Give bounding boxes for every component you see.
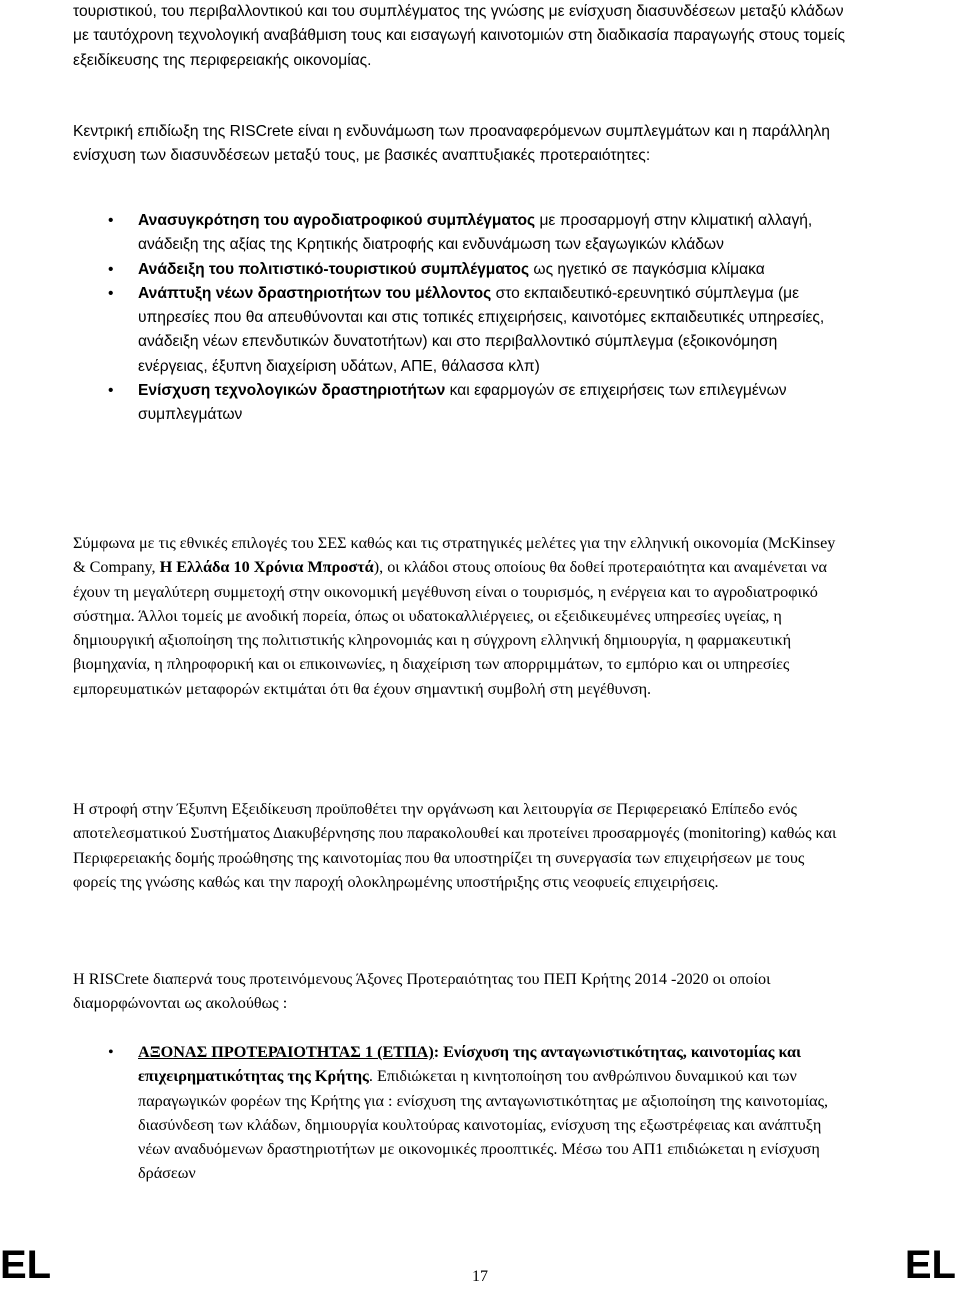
priorities-list: [108, 209, 848, 428]
axis-title: : Ενίσχυση της ανταγωνιστικότητας, καινοτομίας και επιχειρηματικότητας της Κρήτης: [138, 1043, 802, 1086]
national-paragraph: [73, 531, 848, 701]
priority-title: Ανάπτυξη νέων δραστηριοτήτων του μέλλοντος: [138, 284, 492, 302]
priority-text: ως ηγετικό σε παγκόσμια κλίμακα: [529, 260, 765, 278]
national-text-start: Σύμφωνα με τις εθνικές επιλογές του ΣΕΣ καθώς και τις στρατηγικές μελέτες για την ελληνική οικονομία (McKinsey & Company,: [73, 534, 836, 577]
priority-text: με προσαρμογή στην κλιματική αλλαγή, ανάδειξη της αξίας της Κρητικής διατροφής και ενδυνάμωση των εξαγωγικών κλάδων: [138, 212, 813, 254]
list-item: [108, 1040, 848, 1186]
axes-list: [108, 1040, 848, 1186]
priority-title: Ανάδειξη του πολιτιστικό-τουριστικού συμπλέγματος: [138, 260, 530, 278]
priority-text: και εφαρμογών σε επιχειρήσεις των επιλεγμένων συμπλεγμάτων: [138, 382, 787, 424]
page-number: 17: [472, 1268, 488, 1285]
list-item: [108, 379, 848, 428]
priority-title: Ανασυγκρότηση του αγροδιατροφικού συμπλέγματος: [138, 212, 536, 229]
axis-description: . Επιδιώκεται η κινητοποίηση του ανθρώπινου δυναμικού και των παραγωγικών φορέων της Κρήτης για : ενίσχυση της ανταγωνιστικότητας με αξιοποίηση της καινοτομίας, διασύνδεση των κλάδων, δημιουργία κουλτούρας καινοτομίας, ενίσχυση της εξωστρέφειας και ανάπτυξη νέων αναδυόμενων δραστηριοτήτων με οικονομικές προοπτικές. Μέσω του ΑΠ1 επιδιώκεται η ενίσχυση δράσεων: [138, 1067, 829, 1183]
national-text-end: ), οι κλάδοι στους οποίους θα δοθεί προτεραιότητα και αναμένεται να έχουν τη μεγαλύτερη συμμετοχή στην οικονομική μεγέθυνση είναι ο τουρισμός, η ενέργεια και το αγροδιατροφικό σύστημα. Άλλοι τομείς με ανοδική πορεία, όπως οι υδατοκαλλιέργειες, οι εξειδικευμένες υπηρεσίες υγείας, η δημιουργική αξιοποίηση της πολιτιστικής κληρονομιάς και η σύγχρονη ελληνική δημιουργία, η φαρμακευτική βιομηχανία, η πληροφορική και οι επικοινωνίες, η διαχείριση των απορριμμάτων, το εμπόριο και οι υπηρεσίες εμπορευματικών μεταφορών εκτιμάται ότι θα έχουν σημαντική συμβολή στη μεγέθυνση.: [73, 558, 827, 698]
list-item: [108, 258, 848, 282]
priority-text: στο εκπαιδευτικό-ερευνητικό σύμπλεγμα (με υπηρεσίες που θα απευθύνονται και στις τοπικές επιχειρήσεις, καινοτόμες εκπαιδευτικές υπηρεσίες, ανάδειξη νέων επενδυτικών δυνατοτήτων) και στο περιβαλλοντικό σύμπλεγμα (εξοικονόμηση ενέργειας, έξυπνη διαχείριση υδάτων, ΑΠΕ, θάλασσα κλπ): [138, 284, 825, 375]
axis-heading: ΑΞΟΝΑΣ ΠΡΟΤΕΡΑΙΟΤΗΤΑΣ 1 (ΕΤΠΑ): [138, 1043, 434, 1061]
list-item: [108, 209, 848, 258]
priority-title: Ενίσχυση τεχνολογικών δραστηριοτήτων: [138, 382, 446, 400]
language-label-right: EL: [904, 1243, 956, 1287]
intro-paragraph: τουριστικού, του περιβαλλοντικού και του συμπλέγματος της γνώσης με ενίσχυση διασυνδέσεων μεταξύ κλάδων με ταυτόχρονη τεχνολογική αναβάθμιση τους και εισαγωγή καινοτομιών στη διαδικασία παραγωγής στους τομείς εξειδίκευσης της περιφερειακής οικονομίας.: [73, 3, 845, 69]
language-label-left: EL: [0, 1243, 52, 1287]
strategy-paragraph: Η στροφή στην Έξυπνη Εξειδίκευση προϋποθέτει την οργάνωση και λειτουργία σε Περιφερειακό Επίπεδο ενός αποτελεσματικού Συστήματος Διακυβέρνησης που παρακολουθεί και προτείνει προσαρμογές (monitoring) καθώς και Περιφερειακής δομής προώθησης της καινοτομίας που θα υποστηρίζει τη συνεργασία των επιχειρήσεων με τους φορείς της γνώσης καθώς και την παροχή ολοκληρωμένης υποστήριξης στις νεοφυείς επιχειρήσεις.: [73, 800, 837, 891]
goal-paragraph: Κεντρική επιδίωξη της RISCrete είναι η ενδυνάμωση των προαναφερόμενων συμπλεγμάτων και η παράλληλη ενίσχυση των διασυνδέσεων μεταξύ τους, με βασικές αναπτυξιακές προτεραιότητες:: [73, 123, 830, 165]
axes-intro-paragraph: Η RISCrete διαπερνά τους προτεινόμενους Άξονες Προτεραιότητας του ΠΕΠ Κρήτης 2014 -2020 οι οποίοι διαμορφώνονται ως ακολούθως :: [73, 970, 771, 1013]
report-title: Η Ελλάδα 10 Χρόνια Μπροστά: [159, 558, 374, 577]
list-item: [108, 282, 848, 379]
